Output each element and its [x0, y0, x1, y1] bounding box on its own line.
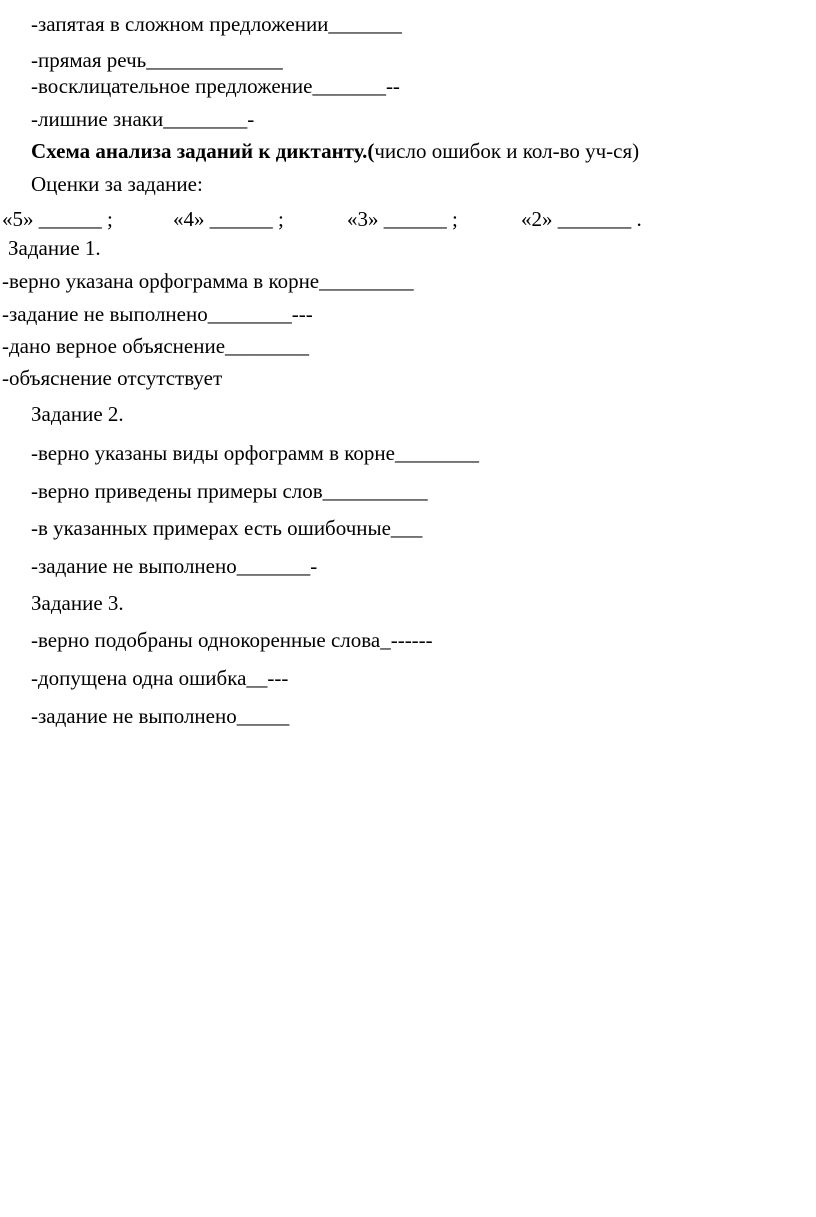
task2-line: -задание не выполнено_______-: [31, 554, 318, 578]
scheme-title-rest: число ошибок и кол-во уч-ся): [374, 139, 640, 163]
task1-line: -объяснение отсутствует: [2, 366, 223, 390]
task2-title: Задание 2.: [31, 402, 124, 426]
task1-line: -дано верное объяснение________: [2, 334, 310, 358]
grades-label: Оценки за задание:: [31, 172, 203, 196]
grade-5: «5» ______ ;: [2, 207, 113, 231]
task2-line: -верно указаны виды орфограмм в корне________: [31, 441, 479, 465]
intro-line: -лишние знаки________-: [31, 107, 255, 131]
task1-line: -задание не выполнено________---: [2, 302, 313, 326]
task2-line: -верно приведены примеры слов__________: [31, 479, 428, 503]
grade-2: «2» _______ .: [521, 207, 642, 231]
task3-line: -верно подобраны однокоренные слова_------: [31, 628, 433, 652]
task2-line: -в указанных примерах есть ошибочные___: [31, 516, 423, 540]
intro-line: -восклицательное предложение_______--: [31, 74, 400, 98]
scheme-title-bold: Схема анализа заданий к диктанту.(: [31, 139, 375, 163]
task1-line: -верно указана орфограмма в корне_________: [2, 269, 414, 293]
grade-3: «3» ______ ;: [347, 207, 458, 231]
intro-line: -прямая речь_____________: [31, 48, 283, 72]
task3-line: -допущена одна ошибка__---: [31, 666, 289, 690]
intro-line: -запятая в сложном предложении_______: [31, 12, 402, 36]
scheme-title: [31, 141, 639, 162]
task1-title: Задание 1.: [8, 236, 101, 260]
task3-line: -задание не выполнено_____: [31, 704, 290, 728]
grade-4: «4» ______ ;: [173, 207, 284, 231]
task3-title: Задание 3.: [31, 591, 124, 615]
